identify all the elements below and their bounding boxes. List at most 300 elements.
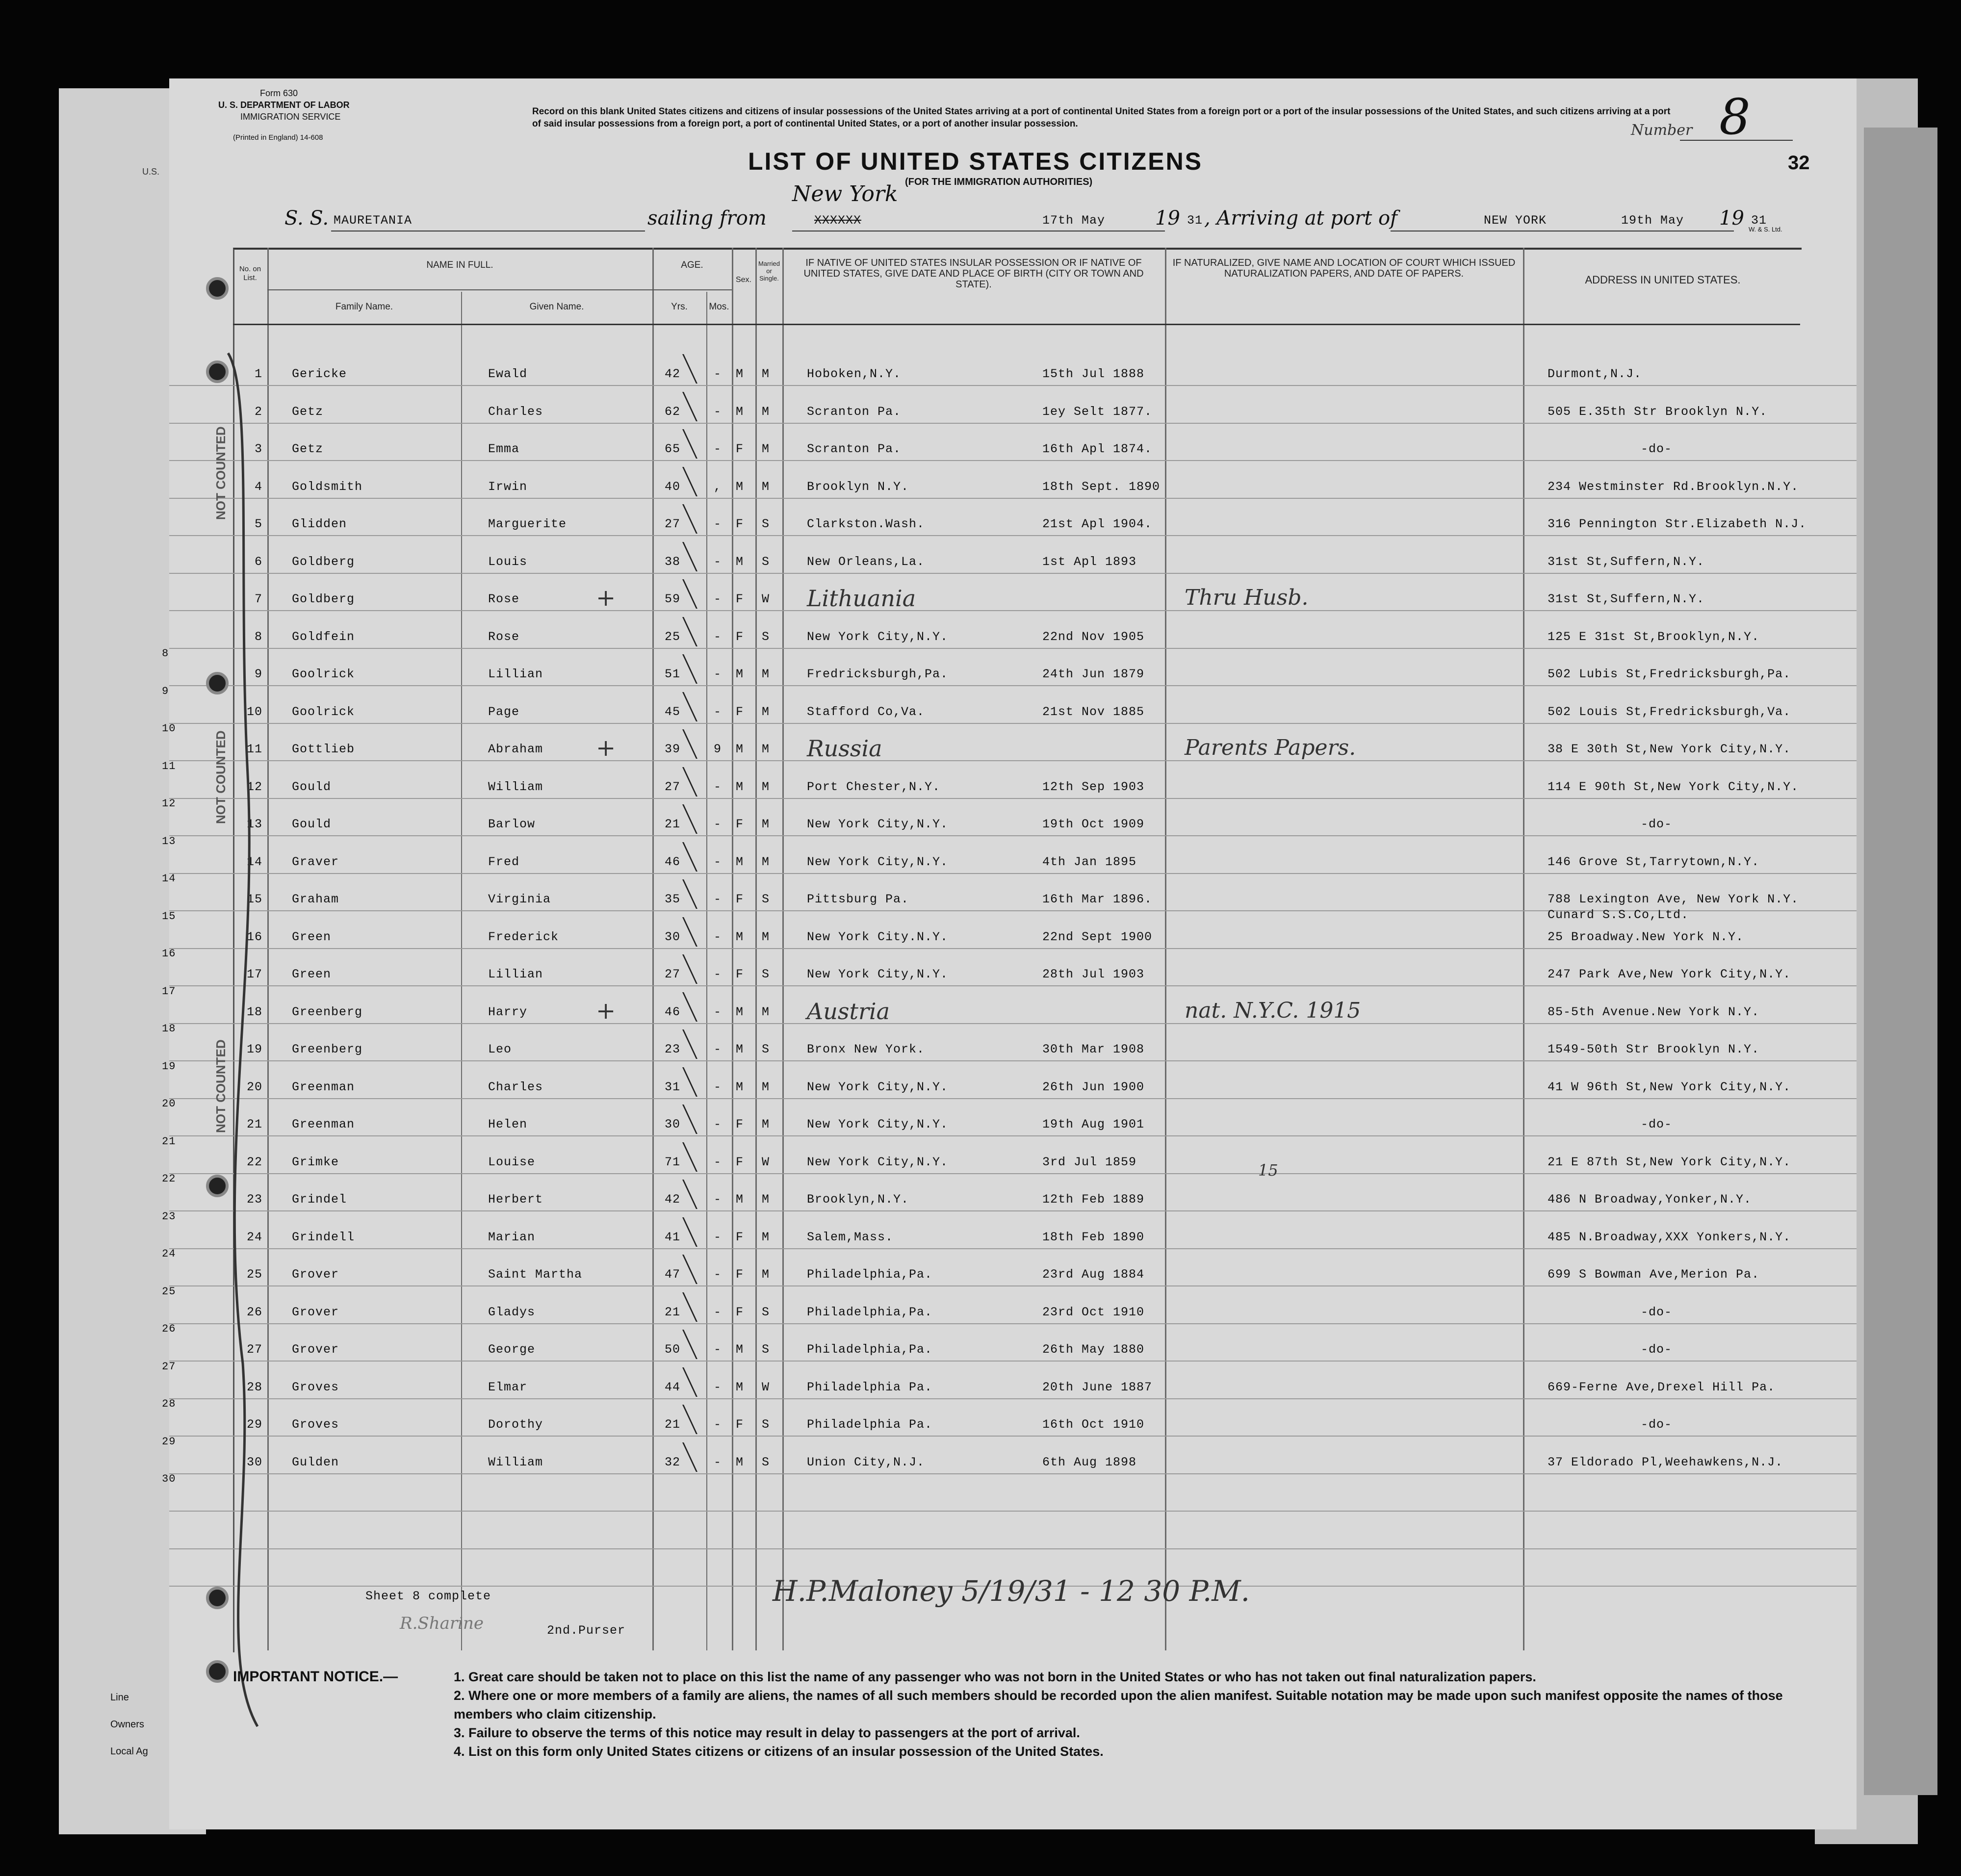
- family-name: Goolrick: [292, 704, 355, 719]
- table-row: [169, 476, 1857, 505]
- age-years: 32: [665, 1455, 681, 1469]
- birth-date: 15th Jul 1888: [1042, 367, 1145, 381]
- side-number: 22: [162, 1173, 176, 1185]
- row-number: 14: [246, 854, 262, 869]
- age-years: 27: [665, 517, 681, 531]
- age-months: -: [714, 367, 722, 381]
- notice-item: 1. Great care should be taken not to place on this list the name of any passenger who was not born in the United States or who has not taken out final naturalization papers.: [454, 1670, 1536, 1684]
- birth-date: 1ey Selt 1877.: [1042, 404, 1153, 419]
- marital-status: M: [762, 1079, 770, 1094]
- sex: F: [736, 442, 744, 456]
- age-years: 27: [665, 967, 681, 981]
- not-counted-stamp: NOT COUNTED: [213, 426, 228, 520]
- ship-name: MAURETANIA: [334, 213, 413, 228]
- header-sex: Sex.: [735, 276, 751, 284]
- age-years: 23: [665, 1042, 681, 1056]
- punch-hole: [206, 1660, 229, 1683]
- age-months: -: [714, 1380, 722, 1394]
- sex: F: [736, 1117, 744, 1131]
- header-age-months: Mos.: [709, 302, 729, 312]
- table-row: [169, 734, 1857, 768]
- family-name: Gould: [292, 779, 332, 794]
- row-number: 10: [246, 704, 262, 719]
- sex: M: [736, 1042, 744, 1056]
- given-name: Emma: [488, 442, 520, 456]
- table-row: [169, 663, 1857, 693]
- address: 31st St,Suffern,N.Y.: [1548, 554, 1705, 569]
- row-number: 15: [246, 892, 262, 906]
- birth-date: 12th Feb 1889: [1042, 1192, 1145, 1207]
- sex: M: [736, 1192, 744, 1207]
- age-months: -: [714, 1192, 722, 1207]
- birth-place: Philadelphia,Pa.: [807, 1342, 933, 1357]
- birth-place: New York City,N.Y.: [807, 967, 949, 981]
- notice-item: 4. List on this form only United States citizens or citizens of an insular possession of the United States.: [454, 1744, 1104, 1759]
- punch-hole: [206, 1175, 229, 1197]
- table-row: [169, 1113, 1857, 1143]
- side-number: 17: [162, 985, 176, 998]
- table-row: [169, 1076, 1857, 1105]
- cross-mark: +: [596, 584, 617, 612]
- birth-date: 18th Sept. 1890: [1042, 479, 1161, 494]
- sex: M: [736, 404, 744, 419]
- address-line-2: Cunard S.S.Co,Ltd.: [1548, 908, 1689, 922]
- marital-status: S: [762, 1455, 770, 1469]
- side-number: 16: [162, 948, 176, 960]
- marital-status: W: [762, 592, 770, 606]
- address: 247 Park Ave,New York City,N.Y.: [1548, 967, 1791, 981]
- birth-place: Russia: [807, 735, 882, 762]
- age-months: -: [714, 817, 722, 831]
- sailing-year: 31: [1187, 213, 1203, 228]
- address: -do-: [1641, 1342, 1673, 1357]
- age-months: ,: [714, 479, 722, 494]
- arriving-label: , Arriving at port of: [1204, 207, 1397, 230]
- given-name: William: [488, 1455, 543, 1469]
- family-name: Greenberg: [292, 1042, 363, 1056]
- address: -do-: [1641, 1117, 1673, 1131]
- arrival-year-prefix: 19: [1719, 207, 1744, 230]
- birth-date: 16th Oct 1910: [1042, 1417, 1145, 1432]
- family-name: Groves: [292, 1417, 339, 1432]
- given-name: Barlow: [488, 817, 536, 831]
- birth-place: New York City,N.Y.: [807, 1155, 949, 1169]
- page-subtitle: (FOR THE IMMIGRATION AUTHORITIES): [905, 177, 1093, 187]
- birth-place: Austria: [807, 998, 890, 1025]
- birth-place: Port Chester,N.Y.: [807, 779, 941, 794]
- birth-date: 26th Jun 1900: [1042, 1079, 1145, 1094]
- address: 125 E 31st St,Brooklyn,N.Y.: [1548, 629, 1760, 644]
- table-row: [169, 584, 1857, 617]
- family-name: Grimke: [292, 1155, 339, 1169]
- table-row: [169, 701, 1857, 730]
- table-row: [169, 926, 1857, 955]
- birth-date: 20th June 1887: [1042, 1380, 1153, 1394]
- sex: F: [736, 1417, 744, 1432]
- purser-title: 2nd.Purser: [547, 1623, 626, 1638]
- marital-status: M: [762, 854, 770, 869]
- side-number: 10: [162, 722, 176, 735]
- age-years: 51: [665, 667, 681, 681]
- row-number: 19: [246, 1042, 262, 1056]
- given-name: Helen: [488, 1117, 528, 1131]
- marital-status: S: [762, 554, 770, 569]
- margin-bracket-line: [199, 334, 267, 1756]
- age-months: -: [714, 592, 722, 606]
- age-months: -: [714, 442, 722, 456]
- birth-place: New York City.N.Y.: [807, 929, 949, 944]
- row-number: 11: [246, 742, 262, 756]
- sex: F: [736, 1230, 744, 1244]
- birth-place: New York City,N.Y.: [807, 1079, 949, 1094]
- age-years: 25: [665, 629, 681, 644]
- family-name: Grindell: [292, 1230, 355, 1244]
- given-name: Dorothy: [488, 1417, 543, 1432]
- given-name: Elmar: [488, 1380, 528, 1394]
- address: 41 W 96th St,New York City,N.Y.: [1548, 1079, 1791, 1094]
- marital-status: W: [762, 1380, 770, 1394]
- header-no-on-list: No. on List.: [239, 265, 261, 282]
- side-number: 20: [162, 1098, 176, 1110]
- naturalization: nat. N.Y.C. 1915: [1185, 998, 1361, 1023]
- header-age: AGE.: [681, 260, 703, 270]
- naturalization: Thru Husb.: [1185, 585, 1309, 610]
- sex: F: [736, 1267, 744, 1282]
- address: 37 Eldorado Pl,Weehawkens,N.J.: [1548, 1455, 1783, 1469]
- table-row: [169, 438, 1857, 467]
- age-years: 46: [665, 854, 681, 869]
- birth-date: 23rd Aug 1884: [1042, 1267, 1145, 1282]
- table-row: [169, 1151, 1857, 1181]
- sex: M: [736, 779, 744, 794]
- birth-place: New York City,N.Y.: [807, 854, 949, 869]
- row-number: 17: [246, 967, 262, 981]
- birth-date: 24th Jun 1879: [1042, 667, 1145, 681]
- side-number: 15: [162, 910, 176, 923]
- given-name: Leo: [488, 1042, 512, 1056]
- arrival-year: 31: [1751, 213, 1767, 228]
- given-name: Saint Martha: [488, 1267, 583, 1282]
- age-years: 71: [665, 1155, 681, 1169]
- birth-date: 30th Mar 1908: [1042, 1042, 1145, 1056]
- family-name: Greenman: [292, 1117, 355, 1131]
- marital-status: M: [762, 1267, 770, 1282]
- table-row: [169, 626, 1857, 655]
- age-years: 44: [665, 1380, 681, 1394]
- marital-status: S: [762, 629, 770, 644]
- age-months: -: [714, 1305, 722, 1319]
- sex: F: [736, 817, 744, 831]
- family-name: Getz: [292, 404, 324, 419]
- marital-status: M: [762, 479, 770, 494]
- row-number: 13: [246, 817, 262, 831]
- age-months: -: [714, 779, 722, 794]
- sailing-from-port: New York: [792, 181, 898, 206]
- marital-status: M: [762, 404, 770, 419]
- table-row: [169, 513, 1857, 542]
- address: 38 E 30th St,New York City,N.Y.: [1548, 742, 1791, 756]
- address: 502 Lubis St,Fredricksburgh,Pa.: [1548, 667, 1791, 681]
- table-row: [169, 1226, 1857, 1256]
- age-months: -: [714, 1042, 722, 1056]
- header-birth: IF NATIVE OF UNITED STATES INSULAR POSSESSION OR IF NATIVE OF UNITED STATES, GIVE DATE AND PLACE OF BIRTH (CITY OR TOWN AND STATE).: [803, 257, 1144, 290]
- page-number: 32: [1788, 152, 1810, 174]
- age-months: -: [714, 404, 722, 419]
- manifest-sheet: [162, 78, 1857, 1829]
- table-row: [169, 1413, 1857, 1443]
- age-months: -: [714, 1342, 722, 1357]
- marital-status: S: [762, 1342, 770, 1357]
- side-number: 9: [162, 685, 169, 697]
- age-years: 27: [665, 779, 681, 794]
- side-number: 11: [162, 760, 176, 772]
- address: 21 E 87th St,New York City,N.Y.: [1548, 1155, 1791, 1169]
- side-number: 27: [162, 1360, 176, 1373]
- sex: M: [736, 854, 744, 869]
- age-years: 21: [665, 817, 681, 831]
- address: 234 Westminster Rd.Brooklyn.N.Y.: [1548, 479, 1799, 494]
- table-row: [169, 963, 1857, 993]
- birth-place: Fredricksburgh,Pa.: [807, 667, 949, 681]
- age-years: 35: [665, 892, 681, 906]
- given-name: Lillian: [488, 967, 543, 981]
- birth-place: Philadelphia,Pa.: [807, 1305, 933, 1319]
- given-name: Louis: [488, 554, 528, 569]
- birth-date: 1st Apl 1893: [1042, 554, 1137, 569]
- table-row: [169, 363, 1857, 392]
- side-number: 8: [162, 647, 169, 660]
- birth-date: 22nd Sept 1900: [1042, 929, 1153, 944]
- birth-date: 28th Jul 1903: [1042, 967, 1145, 981]
- address: 788 Lexington Ave, New York N.Y.: [1548, 892, 1799, 906]
- given-name: Ewald: [488, 367, 528, 381]
- marital-status: M: [762, 367, 770, 381]
- address: 316 Pennington Str.Elizabeth N.J.: [1548, 517, 1807, 531]
- marital-status: M: [762, 817, 770, 831]
- sex: F: [736, 1305, 744, 1319]
- given-name: Gladys: [488, 1305, 536, 1319]
- table-row: [169, 1376, 1857, 1406]
- age-years: 30: [665, 1117, 681, 1131]
- birth-date: 16th Apl 1874.: [1042, 442, 1153, 456]
- row-number: 20: [246, 1079, 262, 1094]
- address: 669-Ferne Ave,Drexel Hill Pa.: [1548, 1380, 1776, 1394]
- sex: M: [736, 1342, 744, 1357]
- given-name: Virginia: [488, 892, 551, 906]
- form-number: Form 630: [260, 88, 298, 98]
- age-months: -: [714, 1230, 722, 1244]
- given-name: Harry: [488, 1004, 528, 1019]
- cross-mark: +: [596, 734, 617, 762]
- table-row: [169, 1451, 1857, 1481]
- sex: M: [736, 1455, 744, 1469]
- given-name: Louise: [488, 1155, 536, 1169]
- sex: F: [736, 592, 744, 606]
- age-months: -: [714, 1417, 722, 1432]
- row-number: 5: [254, 517, 262, 531]
- sex: F: [736, 704, 744, 719]
- family-name: Green: [292, 967, 332, 981]
- row-number: 3: [254, 442, 262, 456]
- row-number: 29: [246, 1417, 262, 1432]
- sex: F: [736, 629, 744, 644]
- row-number: 4: [254, 479, 262, 494]
- family-name: Grover: [292, 1305, 339, 1319]
- birth-place: Pittsburg Pa.: [807, 892, 909, 906]
- header-given-name: Given Name.: [529, 302, 584, 312]
- underlying-page-edge: [1864, 128, 1937, 1795]
- family-name: Grindel: [292, 1192, 347, 1207]
- family-name: Greenberg: [292, 1004, 363, 1019]
- row-number: 26: [246, 1305, 262, 1319]
- age-years: 39: [665, 742, 681, 756]
- birth-place: Stafford Co,Va.: [807, 704, 925, 719]
- printer-mark: W. & S. Ltd.: [1749, 226, 1782, 233]
- table-row: [169, 1038, 1857, 1068]
- birth-date: 6th Aug 1898: [1042, 1455, 1137, 1469]
- row-number: 27: [246, 1342, 262, 1357]
- age-months: -: [714, 1267, 722, 1282]
- birth-place: Salem,Mass.: [807, 1230, 894, 1244]
- sex: M: [736, 929, 744, 944]
- table-row: [169, 776, 1857, 805]
- address: -do-: [1641, 1417, 1673, 1432]
- age-years: 21: [665, 1417, 681, 1432]
- left-margin-label: Local Ag: [110, 1746, 148, 1757]
- address: -do-: [1641, 817, 1673, 831]
- marital-status: M: [762, 779, 770, 794]
- age-years: 42: [665, 1192, 681, 1207]
- marital-status: W: [762, 1155, 770, 1169]
- header-name-in-full: NAME IN FULL.: [426, 260, 493, 270]
- given-name: Charles: [488, 1079, 543, 1094]
- notice-item: 2. Where one or more members of a family are aliens, the names of all such members should be recorded upon the alien manifest. Suitable notation may be made upon such manifest opposite the names of those members who claim citizenship.: [454, 1688, 1783, 1722]
- table-row: [169, 1188, 1857, 1218]
- arrival-port: NEW YORK: [1484, 213, 1547, 228]
- family-name: Groves: [292, 1380, 339, 1394]
- sheet-number: 8: [1719, 88, 1751, 146]
- not-counted-stamp: NOT COUNTED: [213, 730, 228, 824]
- marital-status: M: [762, 667, 770, 681]
- marital-status: M: [762, 1192, 770, 1207]
- table-row: [169, 551, 1857, 580]
- header-naturalized: IF NATURALIZED, GIVE NAME AND LOCATION OF COURT WHICH ISSUED NATURALIZATION PAPERS, AND DATE OF PAPERS.: [1172, 257, 1516, 279]
- table-row: [169, 813, 1857, 843]
- family-name: Goolrick: [292, 667, 355, 681]
- table-row: [169, 997, 1857, 1030]
- row-number: 22: [246, 1155, 262, 1169]
- age-years: 59: [665, 592, 681, 606]
- row-number: 23: [246, 1192, 262, 1207]
- row-number: 21: [246, 1117, 262, 1131]
- punch-hole: [206, 672, 229, 694]
- birth-place: New York City,N.Y.: [807, 817, 949, 831]
- given-name: Lillian: [488, 667, 543, 681]
- age-months: -: [714, 1079, 722, 1094]
- side-number: 18: [162, 1023, 176, 1035]
- punch-hole: [206, 360, 229, 383]
- inspector-note: H.P.Maloney 5/19/31 - 12 30 P.M.: [773, 1574, 1250, 1608]
- row-number: 7: [254, 592, 262, 606]
- address: -do-: [1641, 442, 1673, 456]
- address: Durmont,N.J.: [1548, 367, 1642, 381]
- age-months: -: [714, 1155, 722, 1169]
- ss-label: S. S.: [284, 207, 329, 230]
- marital-status: S: [762, 1042, 770, 1056]
- given-name: Rose: [488, 629, 520, 644]
- age-years: 38: [665, 554, 681, 569]
- address: 31st St,Suffern,N.Y.: [1548, 592, 1705, 606]
- birth-place: Clarkston.Wash.: [807, 517, 925, 531]
- sex: M: [736, 742, 744, 756]
- birth-place: Bronx New York.: [807, 1042, 925, 1056]
- given-name: Marguerite: [488, 517, 567, 531]
- notice-title: IMPORTANT NOTICE.—: [233, 1669, 398, 1685]
- table-row: [169, 401, 1857, 430]
- side-number: 14: [162, 873, 176, 885]
- birth-place: Hoboken,N.Y.: [807, 367, 902, 381]
- marital-status: M: [762, 1230, 770, 1244]
- header-family-name: Family Name.: [335, 302, 393, 312]
- marital-status: M: [762, 742, 770, 756]
- address: 85-5th Avenue.New York N.Y.: [1548, 1004, 1760, 1019]
- family-name: Grover: [292, 1342, 339, 1357]
- family-name: Gulden: [292, 1455, 339, 1469]
- age-months: -: [714, 892, 722, 906]
- family-name: Greenman: [292, 1079, 355, 1094]
- marital-status: S: [762, 892, 770, 906]
- birth-date: 3rd Jul 1859: [1042, 1155, 1137, 1169]
- row-number: 25: [246, 1267, 262, 1282]
- birth-place: Union City,N.J.: [807, 1455, 925, 1469]
- age-years: 31: [665, 1079, 681, 1094]
- sex: M: [736, 1004, 744, 1019]
- page-title: LIST OF UNITED STATES CITIZENS: [748, 148, 1203, 175]
- row-number: 8: [254, 629, 262, 644]
- age-months: -: [714, 929, 722, 944]
- margin-tab-label: U.S.: [142, 167, 160, 177]
- given-name: Marian: [488, 1230, 536, 1244]
- age-months: -: [714, 967, 722, 981]
- birth-place: New York City,N.Y.: [807, 629, 949, 644]
- birth-place: New Orleans,La.: [807, 554, 925, 569]
- marital-status: M: [762, 704, 770, 719]
- sailing-from-label: sailing from: [647, 207, 767, 230]
- left-margin-label: Owners: [110, 1719, 144, 1730]
- age-months: 9: [714, 742, 722, 756]
- sex: M: [736, 1079, 744, 1094]
- age-months: -: [714, 629, 722, 644]
- row-number: 12: [246, 779, 262, 794]
- age-years: 30: [665, 929, 681, 944]
- sex: F: [736, 892, 744, 906]
- header-age-years: Yrs.: [671, 302, 688, 312]
- age-years: 47: [665, 1267, 681, 1282]
- family-name: Gould: [292, 817, 332, 831]
- age-years: 41: [665, 1230, 681, 1244]
- table-row: [169, 1301, 1857, 1331]
- birth-place: Brooklyn N.Y.: [807, 479, 909, 494]
- birth-date: 19th Oct 1909: [1042, 817, 1145, 831]
- given-name: George: [488, 1342, 536, 1357]
- family-name: Glidden: [292, 517, 347, 531]
- punch-hole: [206, 1587, 229, 1609]
- given-name: Abraham: [488, 742, 543, 756]
- naturalization: 15: [1258, 1160, 1278, 1180]
- number-label: Number: [1631, 122, 1693, 139]
- row-number: 1: [254, 367, 262, 381]
- address: -do-: [1641, 1305, 1673, 1319]
